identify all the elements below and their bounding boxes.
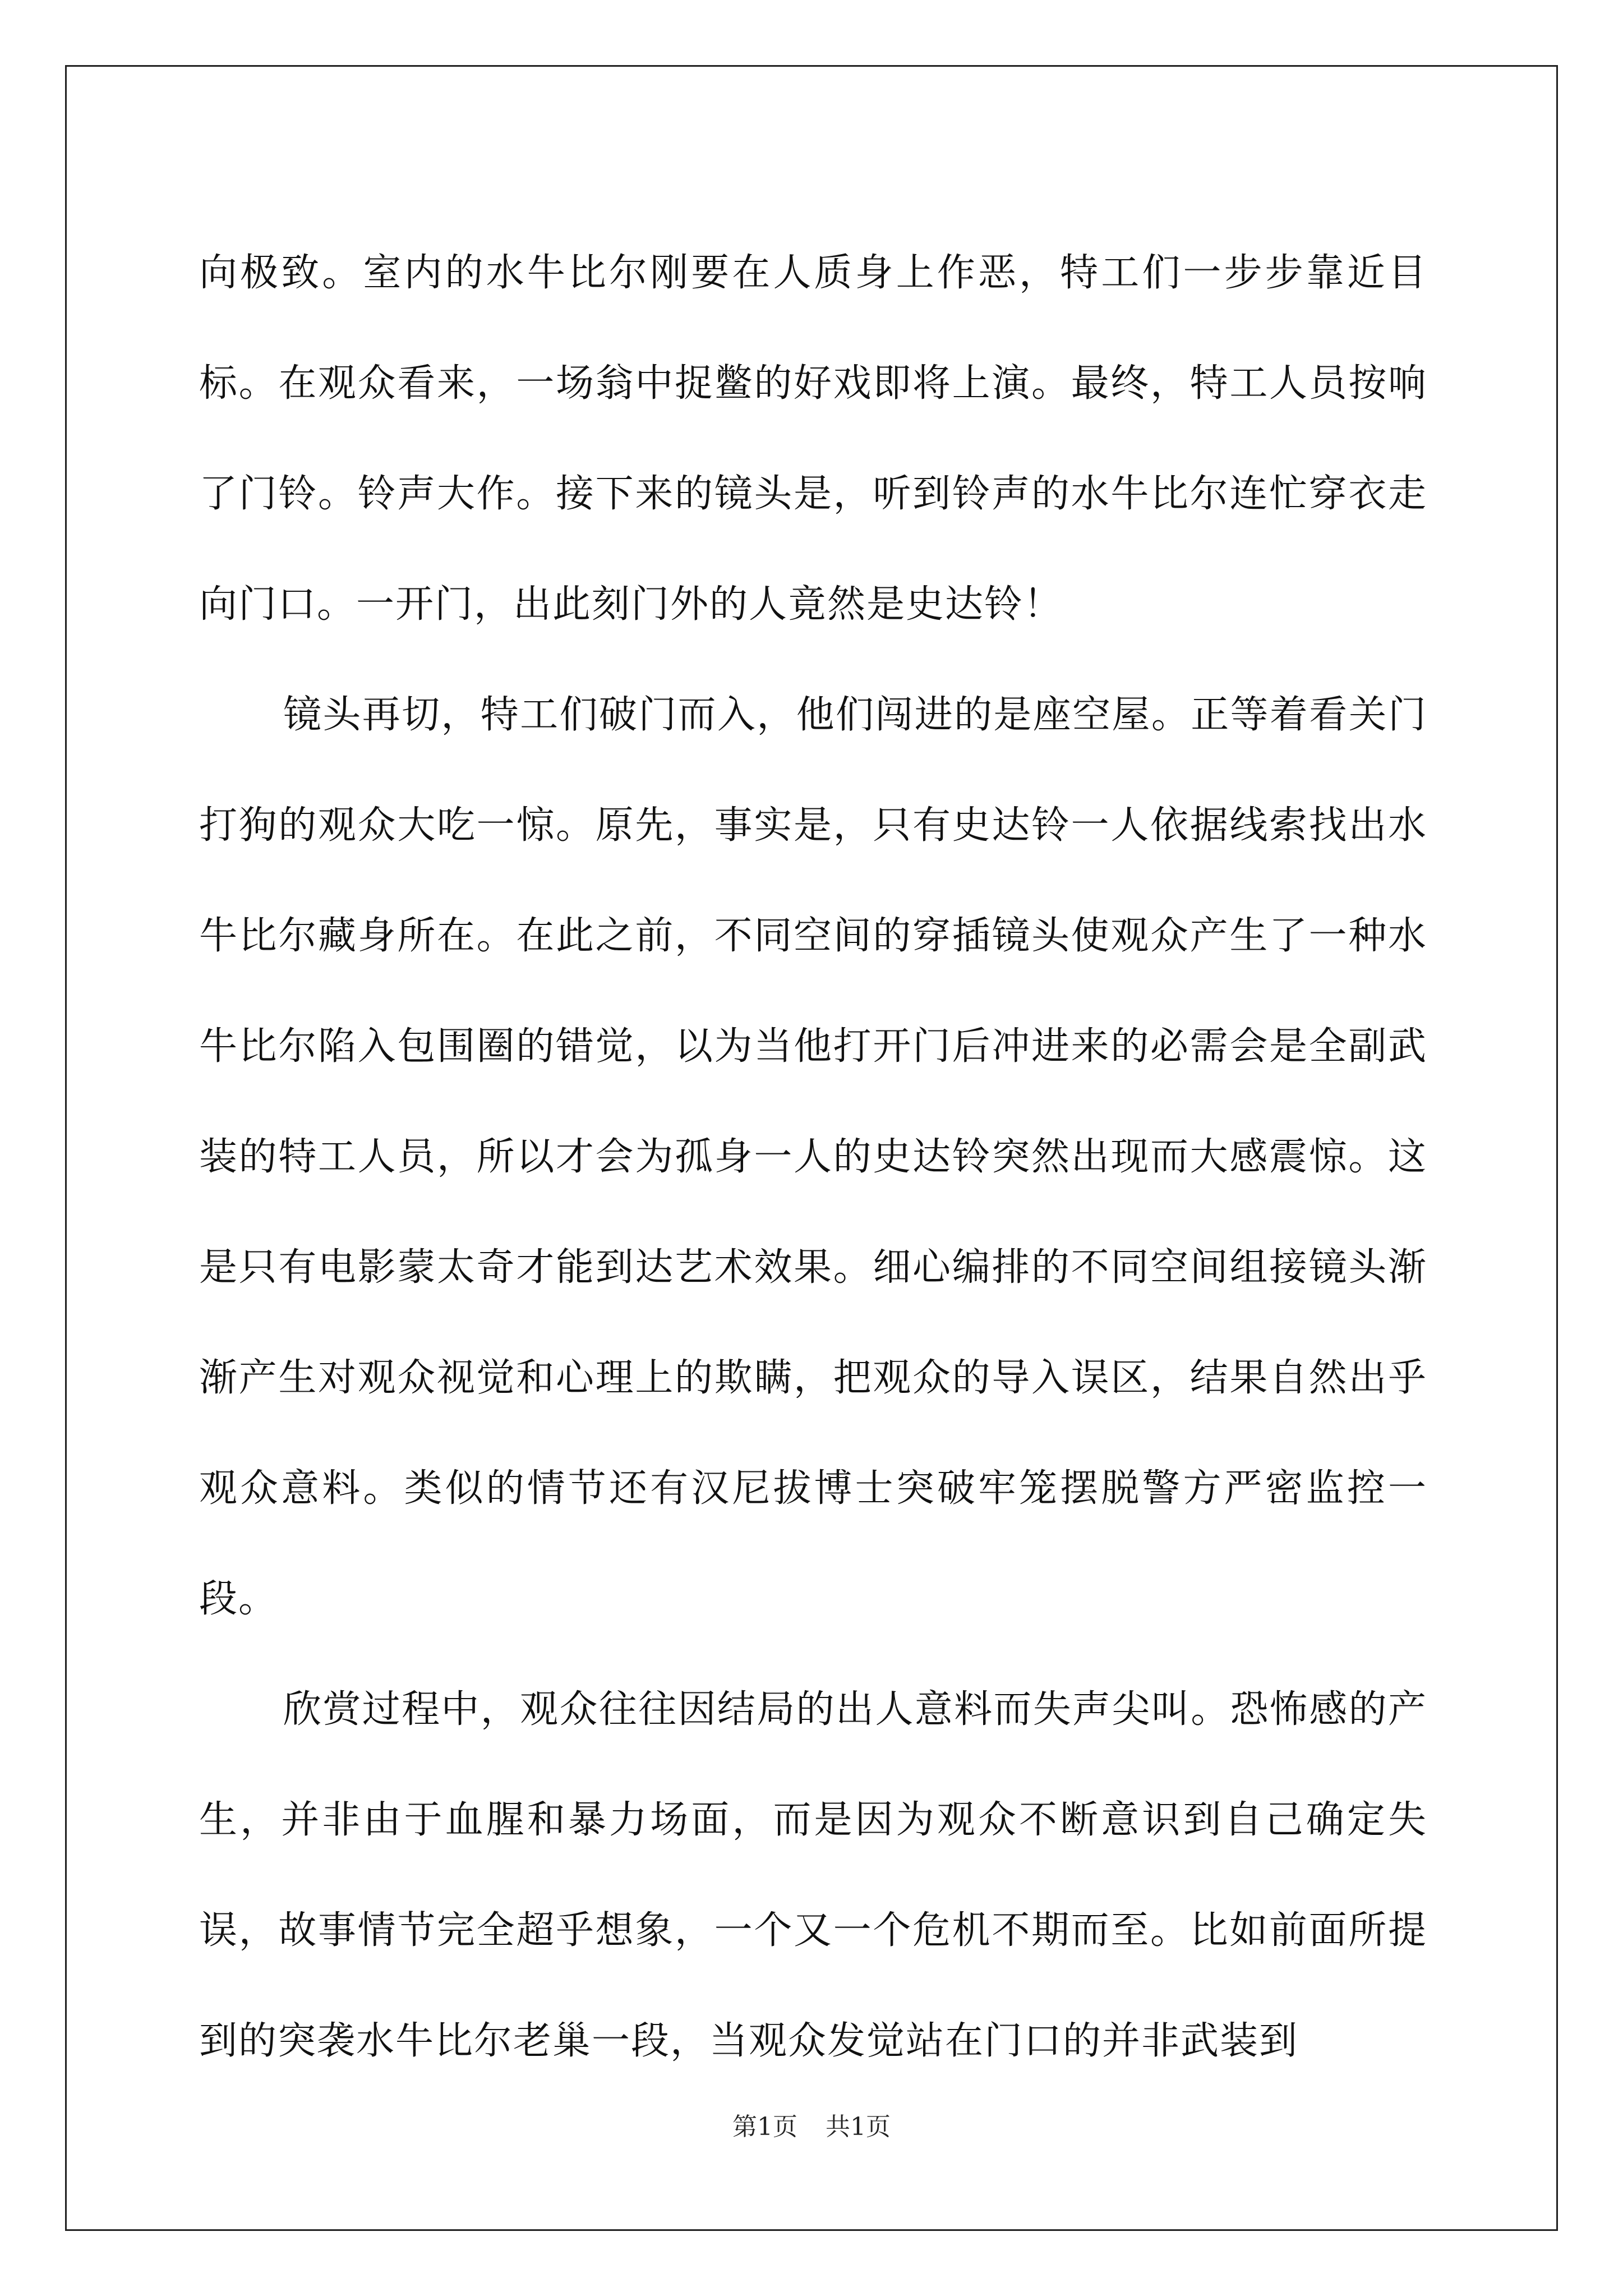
page-footer — [0, 2111, 1623, 2143]
document-body — [199, 218, 1427, 2096]
page-total: 共1页 — [826, 2113, 891, 2141]
paragraph-2: 镜头再切，特工们破门而入，他们闯进的是座空屋。正等着看关门打狗的观众大吃一惊。原先，事实是，只有史达铃一人依据线索找出水牛比尔藏身所在。在此之前，不同空间的穿插镜头使观众产生了一种水牛比尔陷入包围圈的错觉，以为当他打开门后冲进来的必需会是全副武装的特工人员，所以才会为孤身一人的史达铃突然出现而大感震惊。这是只有电影蒙太奇才能到达艺术效果。细心编排的不同空间组接镜头渐渐产生对观众视觉和心理上的欺瞒，把观众的导入误区，结果自然出乎观众意料。类似的情节还有汉尼拔博士突破牢笼摆脱警方严密监控一段。 — [199, 693, 1427, 1621]
paragraph-3: 欣赏过程中，观众往往因结局的出人意料而失声尖叫。恐怖感的产生，并非由于血腥和暴力场面，而是因为观众不断意识到自己确定失误，故事情节完全超乎想象，一个又一个危机不期而至。比如前面所提到的突袭水牛比尔老巢一段，当观众发觉站在门口的并非武装到 — [199, 1687, 1427, 2063]
paragraph-1: 向极致。室内的水牛比尔刚要在人质身上作恶，特工们一步步靠近目标。在观众看来，一场翁中捉鳖的好戏即将上演。最终，特工人员按响了门铃。铃声大作。接下来的镜头是，听到铃声的水牛比尔连忙穿衣走向门口。一开门，出此刻门外的人竟然是史达铃！ — [199, 251, 1427, 627]
page-number: 第1页 — [732, 2113, 797, 2141]
